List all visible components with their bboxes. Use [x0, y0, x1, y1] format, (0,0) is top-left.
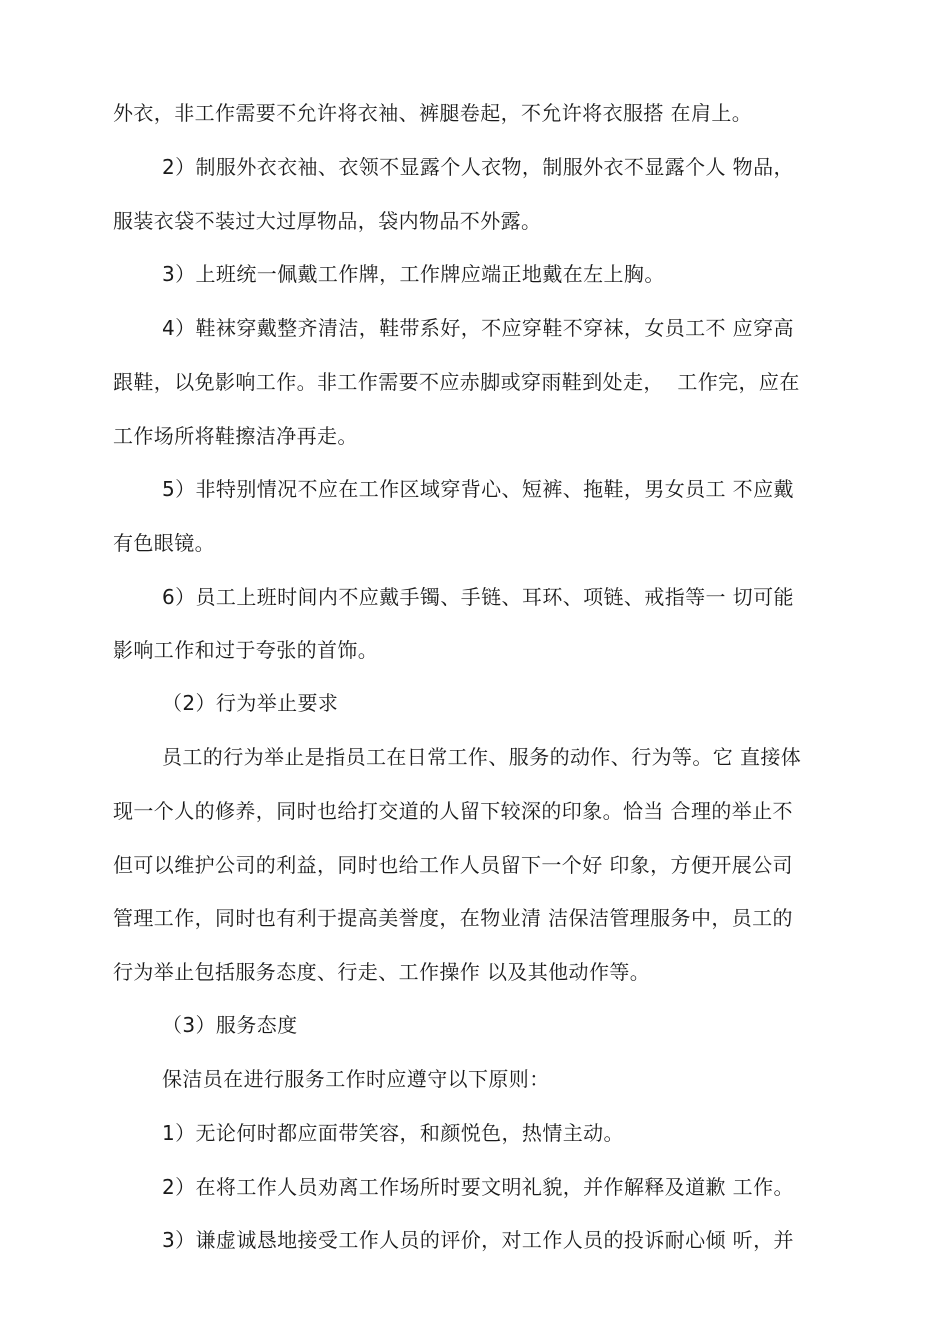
text-line: 服装衣袋不装过大过厚物品，袋内物品不外露。: [113, 209, 542, 233]
section-heading: （3）服务态度: [162, 1013, 298, 1037]
text-line: 1）无论何时都应面带笑容，和颜悦色，热情主动。: [162, 1121, 624, 1145]
text-line: 4）鞋袜穿戴整齐清洁，鞋带系好，不应穿鞋不穿袜，女员工不 应穿高: [162, 316, 794, 340]
text-line: 但可以维护公司的利益，同时也给工作人员留下一个好 印象，方便开展公司: [113, 853, 793, 877]
text-line: 2）制服外衣衣袖、衣领不显露个人衣物，制服外衣不显露个人 物品，: [162, 155, 794, 179]
text-line: 有色眼镜。: [113, 531, 215, 555]
text-line: 保洁员在进行服务工作时应遵守以下原则：: [162, 1067, 550, 1091]
text-line: 外衣，非工作需要不允许将衣袖、裤腿卷起，不允许将衣服搭 在肩上。: [113, 101, 753, 125]
text-line: 3）上班统一佩戴工作牌，工作牌应端正地戴在左上胸。: [162, 262, 665, 286]
text-line: 现一个人的修养，同时也给打交道的人留下较深的印象。恰当 合理的举止不: [113, 799, 793, 823]
text-line: 员工的行为举止是指员工在日常工作、服务的动作、行为等。它 直接体: [162, 745, 802, 769]
text-line: 影响工作和过于夸张的首饰。: [113, 638, 379, 662]
text-line: 3）谦虚诚恳地接受工作人员的评价，对工作人员的投诉耐心倾 听，并: [162, 1228, 794, 1252]
text-line: 跟鞋，以免影响工作。非工作需要不应赤脚或穿雨鞋到处走， 工作完，应在: [113, 370, 800, 394]
text-line: 5）非特别情况不应在工作区域穿背心、短裤、拖鞋，男女员工 不应戴: [162, 477, 794, 501]
text-line: 工作场所将鞋擦洁净再走。: [113, 424, 358, 448]
text-line: 行为举止包括服务态度、行走、工作操作 以及其他动作等。: [113, 960, 651, 984]
text-line: 2）在将工作人员劝离工作场所时要文明礼貌，并作解释及道歉 工作。: [162, 1175, 794, 1199]
text-line: 6）员工上班时间内不应戴手镯、手链、耳环、项链、戒指等一 切可能: [162, 585, 794, 609]
section-heading: （2）行为举止要求: [162, 691, 339, 715]
text-line: 管理工作，同时也有利于提高美誉度，在物业清 洁保洁管理服务中，员工的: [113, 906, 793, 930]
